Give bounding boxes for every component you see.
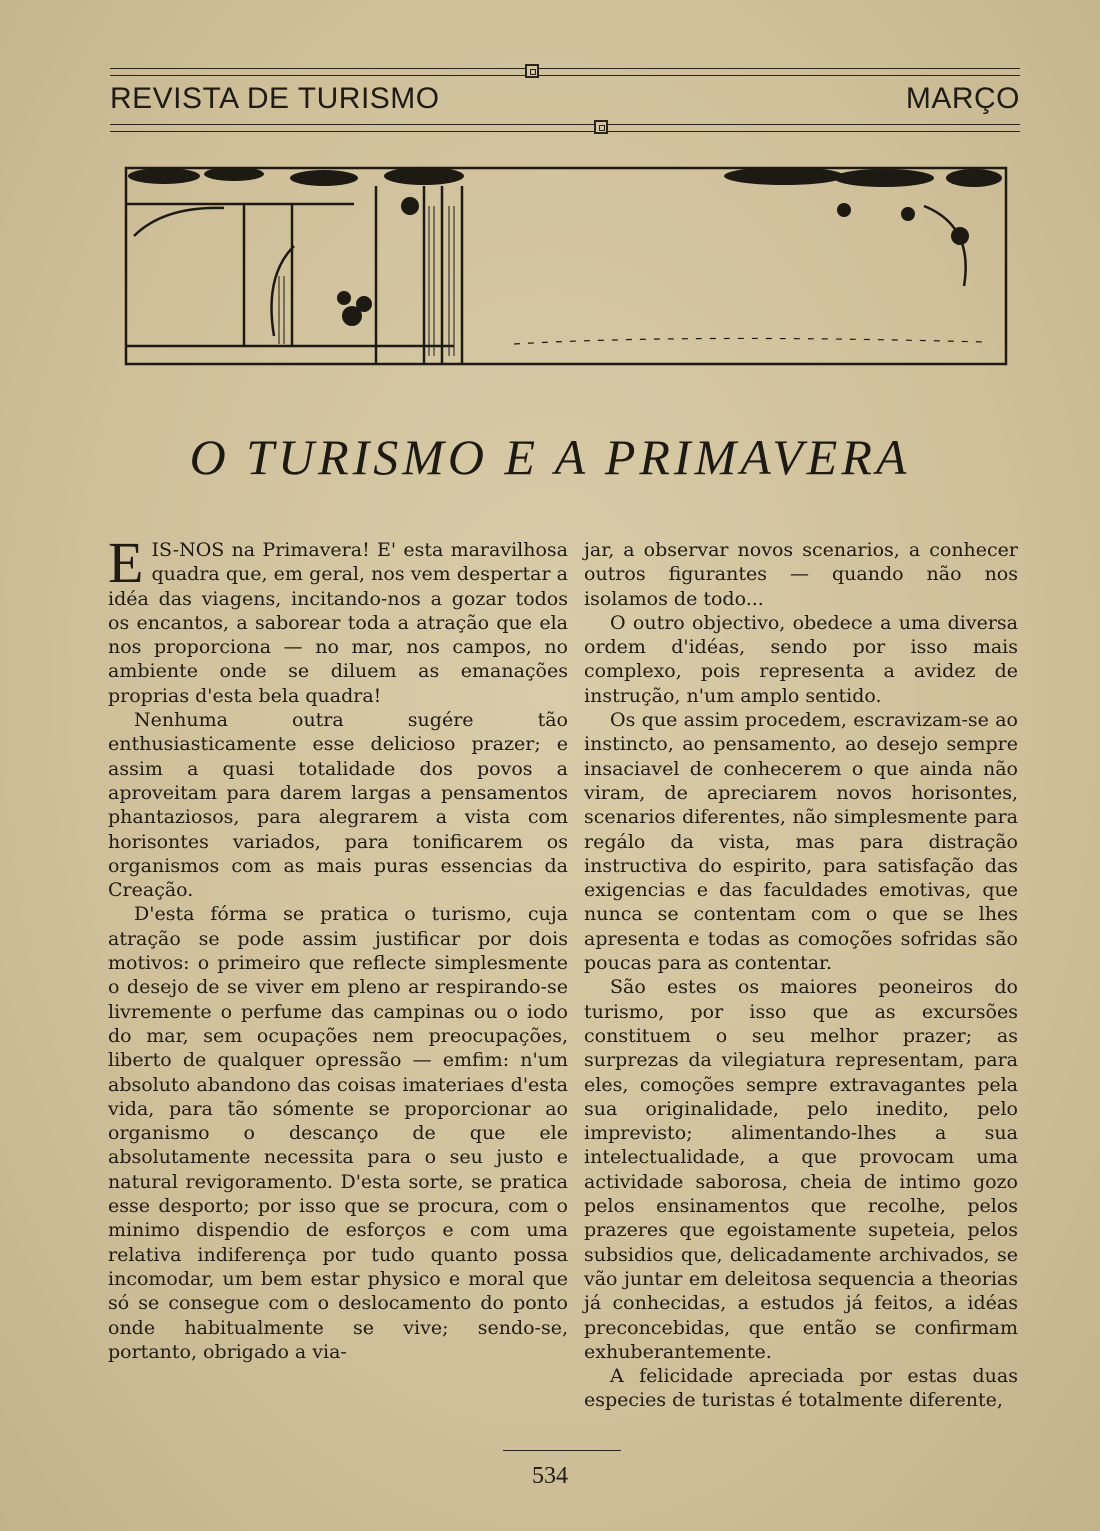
header-top-ornament xyxy=(525,64,539,78)
header-bottom-ornament xyxy=(594,120,608,134)
paragraph: Nenhuma outra sugére tão enthusiasticamente esse delicioso prazer; e assim a quasi totalidade dos povos a aproveitam para darem largas a pensamentos phantaziosos, para alegrarem a vista com horisontes variados, para tonificarem os organismos com as mais puras essencias da Creação. xyxy=(108,709,568,902)
paragraph-continued: jar, a observar novos scenarios, a conhecer outros figurantes — quando não nos isolamos de todo... xyxy=(584,539,1018,610)
article-column-left xyxy=(108,530,568,1364)
footer-rule xyxy=(503,1450,621,1451)
opening-text: na Primavera! E' esta maravilhosa quadra que, em geral, nos vem despertar a idéa das viagens, incitando-nos a gozar todos os encantos, a saborear toda a atração que ela nos proporciona — no mar, nos campos, no ambiente onde se diluem as emanações proprias d'esta bela quadra! xyxy=(108,539,568,707)
opening-small-caps: IS-NOS xyxy=(151,539,225,561)
drop-cap: E xyxy=(108,530,144,595)
paragraph: A felicidade apreciada por estas duas especies de turistas é totalmente diferente, xyxy=(584,1365,1018,1412)
paragraph-opening xyxy=(108,530,568,708)
header-bottom-rule xyxy=(110,124,1020,132)
article-title: O TURISMO E A PRIMAVERA xyxy=(189,429,911,485)
page-number: 534 xyxy=(532,1463,568,1489)
running-head-month: MARÇO xyxy=(905,82,1020,115)
header-top-rule xyxy=(110,68,1020,76)
paragraph: Os que assim procedem, escravizam-se ao instincto, ao pensamento, ao desejo sempre insaciavel de conhecerem o que ainda não viram, de apreciarem novos horisontes, scenarios diferentes, não simplesmente para regálo da vista, mas para distração instructiva do espirito, para satisfação das exigencias e das faculdades emotivas, que nunca se contentam com o que se lhes apresenta e todas as comoções sofridas são poucas para as contentar. xyxy=(584,709,1018,975)
pergola-illustration xyxy=(124,166,1008,368)
article-column-right xyxy=(584,538,1018,1413)
illustration-frame xyxy=(126,168,1006,364)
paragraph: São estes os maiores peoneiros do turismo, por isso que as excursões constituem o seu melhor prazer; as surprezas da vilegiatura representam, para eles, comoções sempre extravagantes pela sua originalidade, pelo inedito, pelo imprevisto; alimentando-lhes a sua intelectualidade, a que provocam uma actividade saborosa, cheia de intimo gozo pelos ensinamentos que recolhe, pelos prazeres que egoistamente supeteia, pelos subsidios que, delicadamente archivados, se vão juntar em deleitosa sequencia a theorias já conhecidas, a estudos já feitos, a idéas preconcebidas, que então se confirmam exhuberantemente. xyxy=(584,976,1018,1363)
running-head-title: REVISTA DE TURISMO xyxy=(110,82,440,115)
vine-foliage xyxy=(128,167,1002,326)
pillar-hatching xyxy=(279,206,454,356)
paragraph: O outro objectivo, obedece a uma diversa ordem d'idéas, sendo por isso mais complexo, pois representa a avidez de instrução, n'um amplo sentido. xyxy=(584,611,1018,707)
paragraph: D'esta fórma se pratica o turismo, cuja atração se pode assim justificar por dois motivos: o primeiro que reflecte simplesmente o desejo de se viver em pleno ar respirando-se livremente o perfume das campinas ou o iodo do mar, sem ocupações nem preocupações, liberto de qualquer opressão — emfim: n'um absoluto abandono das coisas imateriaes d'esta vida, para tão sómente se proporcionar ao organismo o descanço de que ele absolutamente necessita para o seu justo e natural revigoramento. D'esta sorte, se pratica esse desporto; por isso que se procura, com o minimo dispendio de esforços e com uma relativa indiferença por tudo quanto possa incomodar, um bem estar physico e moral que só se consegue com o deslocamento do ponto onde habitualmente se vive; sendo-se, portanto, obrigado a via- xyxy=(108,903,568,1363)
